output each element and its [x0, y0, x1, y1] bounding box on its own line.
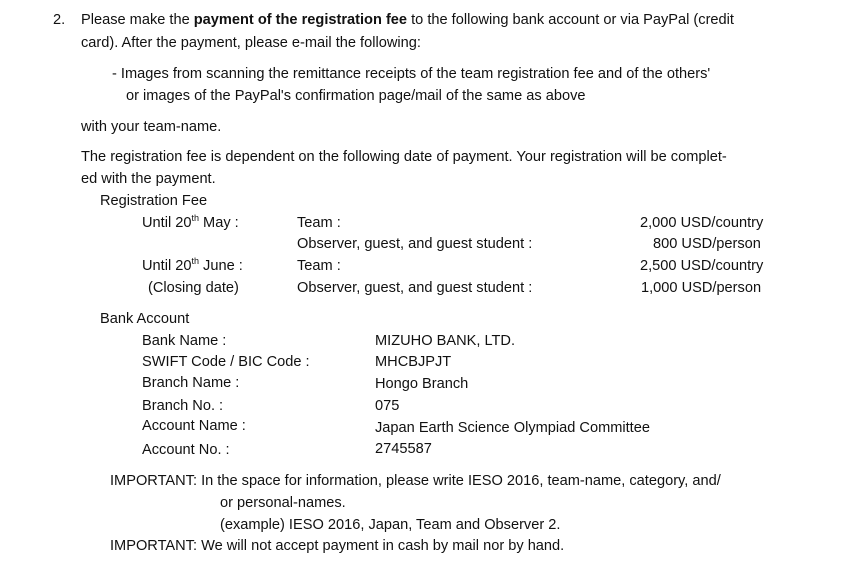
fee-intro-line-1: The registration fee is dependent on the following date of payment. Your registration will be complet- [81, 149, 727, 165]
fee-period-may [142, 213, 239, 231]
bank-row-label: Account Name : [142, 418, 246, 434]
fee-period-june-sup: th [191, 256, 199, 266]
bank-row-value: MHCBJPJT [375, 354, 452, 370]
fee-row-amount: 2,000 USD/country [640, 215, 764, 231]
bank-row-label: Account No. : [142, 442, 230, 458]
fee-row-label: Observer, guest, and guest student : [297, 236, 533, 252]
fee-row-amount: 1,000 USD/person [641, 280, 762, 296]
fee-row-label: Team : [297, 215, 341, 231]
fee-row-label: Observer, guest, and guest student : [297, 280, 533, 296]
closing-date-note: (Closing date) [148, 280, 239, 296]
bank-row-value: Japan Earth Science Olympiad Committee [375, 420, 650, 436]
bullet-line-1: - Images from scanning the remittance receipts of the team registration fee and of the others' [112, 66, 711, 82]
bank-row-label: Branch No. : [142, 398, 224, 414]
item-line-1-bold: payment of the registration fee [193, 12, 408, 28]
bank-row-label: Branch Name : [142, 375, 240, 391]
important-line-2: or personal-names. [220, 495, 346, 511]
registration-fee-heading: Registration Fee [100, 193, 208, 209]
item-number: 2. [53, 12, 66, 28]
fee-period-may-post: May : [199, 215, 239, 231]
fee-period-june-pre: Until 20 [142, 258, 192, 274]
fee-period-june [142, 256, 243, 274]
bank-account-heading: Bank Account [100, 311, 190, 327]
bank-row-value: 075 [375, 398, 400, 414]
item-line-1-start: Please make the [81, 12, 194, 28]
bank-row-value: MIZUHO BANK, LTD. [375, 333, 516, 349]
bank-row-value: Hongo Branch [375, 376, 469, 392]
bank-row-value: 2745587 [375, 441, 432, 457]
fee-period-may-pre: Until 20 [142, 215, 192, 231]
fee-period-june-post: June : [199, 258, 243, 274]
fee-row-amount: 800 USD/person [653, 236, 761, 252]
bullet-line-2: or images of the PayPal's confirmation page/mail of the same as above [126, 88, 586, 104]
important-example: (example) IESO 2016, Japan, Team and Observer 2. [220, 517, 561, 533]
bank-row-label: SWIFT Code / BIC Code : [142, 354, 310, 370]
important-line-1: IMPORTANT: In the space for information, please write IESO 2016, team-name, category, and/ [110, 473, 721, 489]
item-line-1 [81, 13, 734, 28]
important-line-4: IMPORTANT: We will not accept payment in cash by mail nor by hand. [110, 538, 565, 554]
bank-row-label: Bank Name : [142, 333, 227, 349]
item-line-2: card). After the payment, please e-mail the following: [81, 35, 421, 51]
fee-intro-line-2: ed with the payment. [81, 171, 216, 187]
item-line-1-end: to the following bank account or via PayPal (credit [407, 12, 734, 28]
fee-period-may-sup: th [191, 213, 199, 223]
fee-row-amount: 2,500 USD/country [640, 258, 764, 274]
with-team-name: with your team-name. [81, 119, 222, 135]
fee-row-label: Team : [297, 258, 341, 274]
